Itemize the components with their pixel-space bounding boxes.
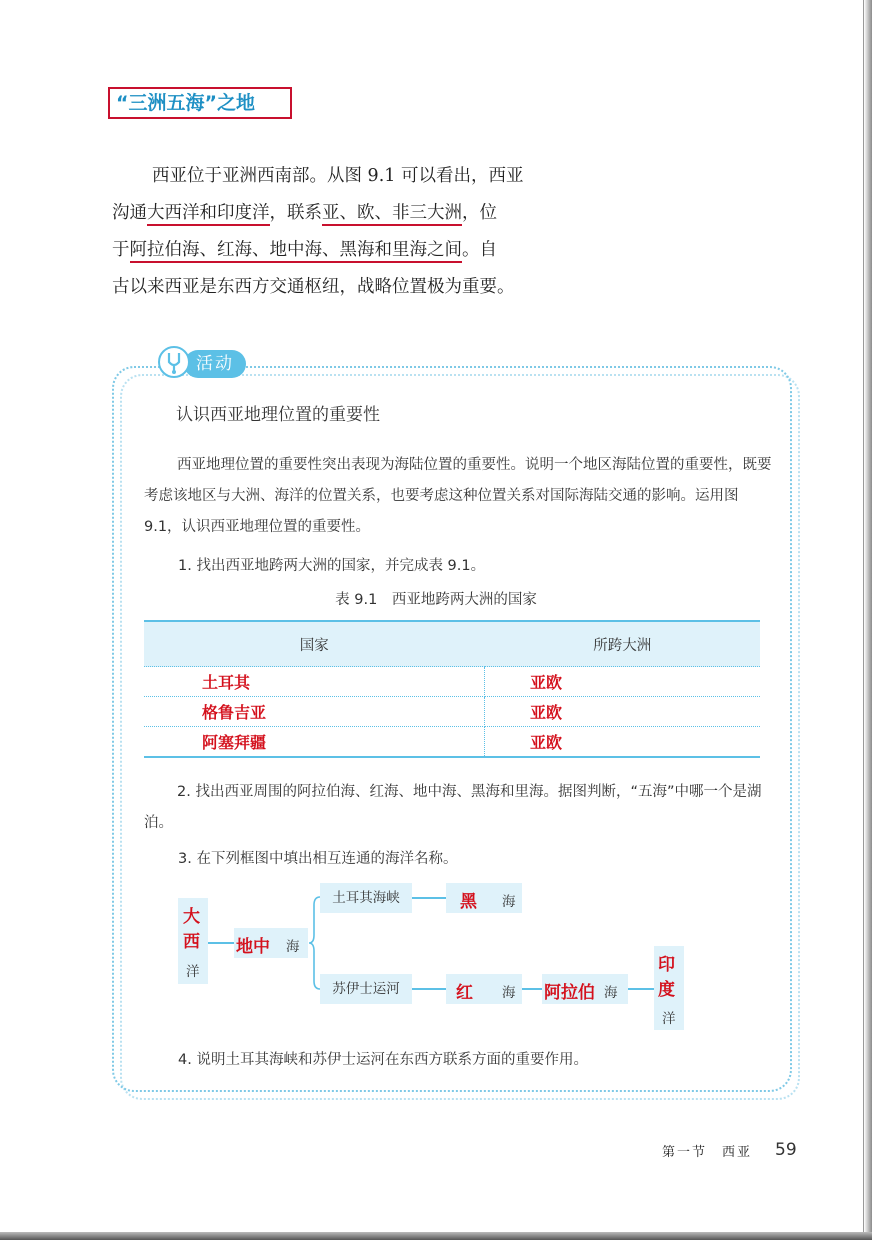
countries-table bbox=[144, 620, 760, 758]
intro-line-4: 古以来西亚是东西方交通枢纽，战略位置极为重要。 bbox=[112, 277, 515, 297]
arabian-sea-suffix: 海 bbox=[604, 985, 618, 1001]
activity-heading: 认识西亚地理位置的重要性 bbox=[176, 405, 380, 425]
mediterranean-suffix: 海 bbox=[286, 939, 300, 955]
table-row bbox=[144, 727, 760, 758]
country-cell: 格鲁吉亚 bbox=[144, 697, 485, 727]
footer-section: 第一节 西亚 bbox=[662, 1145, 753, 1160]
question-2-text: 2. 找出西亚周围的阿拉伯海、红海、地中海、黑海和里海。据图判断，“五海”中哪一个是湖泊。 bbox=[144, 784, 762, 831]
continent-cell: 亚欧 bbox=[485, 697, 761, 727]
indian-ocean-box bbox=[654, 946, 684, 1030]
atlantic-suffix: 洋 bbox=[186, 964, 200, 980]
black-sea-suffix: 海 bbox=[502, 894, 516, 910]
table-row bbox=[144, 667, 760, 697]
intro-line-1: 西亚位于亚洲西南部。从图 9.1 可以看出，西亚 bbox=[152, 166, 524, 186]
intro-text: ，位 bbox=[462, 203, 497, 223]
page-number: 59 bbox=[775, 1140, 797, 1160]
connector-line bbox=[628, 988, 654, 990]
question-4: 4. 说明土耳其海峡和苏伊士运河在东西方联系方面的重要作用。 bbox=[178, 1052, 588, 1068]
page-shadow-right bbox=[864, 0, 872, 1240]
red-sea-fill: 红 bbox=[456, 983, 473, 1003]
table-caption: 表 9.1 西亚地跨两大洲的国家 bbox=[335, 592, 537, 608]
intro-text: 沟通 bbox=[112, 203, 147, 223]
continent-cell: 亚欧 bbox=[485, 727, 761, 758]
atlantic-ocean-box bbox=[178, 898, 208, 984]
indian-suffix: 洋 bbox=[662, 1011, 676, 1027]
black-sea-box bbox=[446, 883, 522, 913]
atlantic-fill-2: 西 bbox=[183, 932, 200, 952]
turkish-straits-box: 土耳其海峡 bbox=[320, 883, 412, 913]
table-header: 所跨大洲 bbox=[485, 621, 761, 667]
mediterranean-box bbox=[234, 928, 308, 958]
black-sea-fill: 黑 bbox=[460, 892, 477, 912]
suez-canal-box: 苏伊士运河 bbox=[320, 974, 412, 1004]
red-sea-suffix: 海 bbox=[502, 985, 516, 1001]
connector-line bbox=[522, 988, 542, 990]
intro-text: 于 bbox=[112, 240, 130, 260]
question-1: 1. 找出西亚地跨两大洲的国家，并完成表 9.1。 bbox=[178, 558, 486, 574]
indian-fill-1: 印 bbox=[658, 955, 675, 975]
connector-line bbox=[412, 988, 446, 990]
question-2 bbox=[144, 777, 774, 839]
connector-line bbox=[412, 897, 446, 899]
page-shadow-bottom bbox=[0, 1232, 872, 1240]
red-sea-box bbox=[446, 974, 522, 1004]
connector-line bbox=[208, 942, 234, 944]
activity-badge-label: 活动 bbox=[184, 350, 246, 378]
underline-continents: 亚、欧、非三大洲 bbox=[322, 203, 462, 226]
country-cell: 阿塞拜疆 bbox=[144, 727, 485, 758]
continent-cell: 亚欧 bbox=[485, 667, 761, 697]
indian-fill-2: 度 bbox=[658, 980, 675, 1000]
mediterranean-fill: 地中 bbox=[236, 937, 270, 957]
arabian-sea-fill: 阿拉伯 bbox=[544, 983, 595, 1003]
intro-paragraph bbox=[112, 158, 582, 306]
atlantic-fill-1: 大 bbox=[183, 907, 200, 927]
table-row bbox=[144, 697, 760, 727]
stethoscope-icon bbox=[158, 346, 190, 378]
country-cell: 土耳其 bbox=[144, 667, 485, 697]
arabian-sea-box bbox=[542, 974, 628, 1004]
section-title: “三洲五海”之地 bbox=[108, 87, 292, 119]
question-3: 3. 在下列框图中填出相互连通的海洋名称。 bbox=[178, 851, 458, 867]
underline-seas: 阿拉伯海、红海、地中海、黑海和里海之间 bbox=[130, 240, 463, 263]
activity-badge bbox=[158, 346, 248, 380]
intro-text: ，联系 bbox=[269, 203, 322, 223]
activity-paragraph: 西亚地理位置的重要性突出表现为海陆位置的重要性。说明一个地区海陆位置的重要性，既要考虑该地区与大洲、海洋的位置关系，也要考虑这种位置关系对国际海陆交通的影响。运用图 9.1，认识西亚地理位置的重要性。 bbox=[144, 457, 772, 535]
activity-intro bbox=[144, 450, 774, 543]
underline-oceans: 大西洋和印度洋 bbox=[147, 203, 270, 226]
intro-text: 。自 bbox=[462, 240, 497, 260]
table-header: 国家 bbox=[144, 621, 485, 667]
